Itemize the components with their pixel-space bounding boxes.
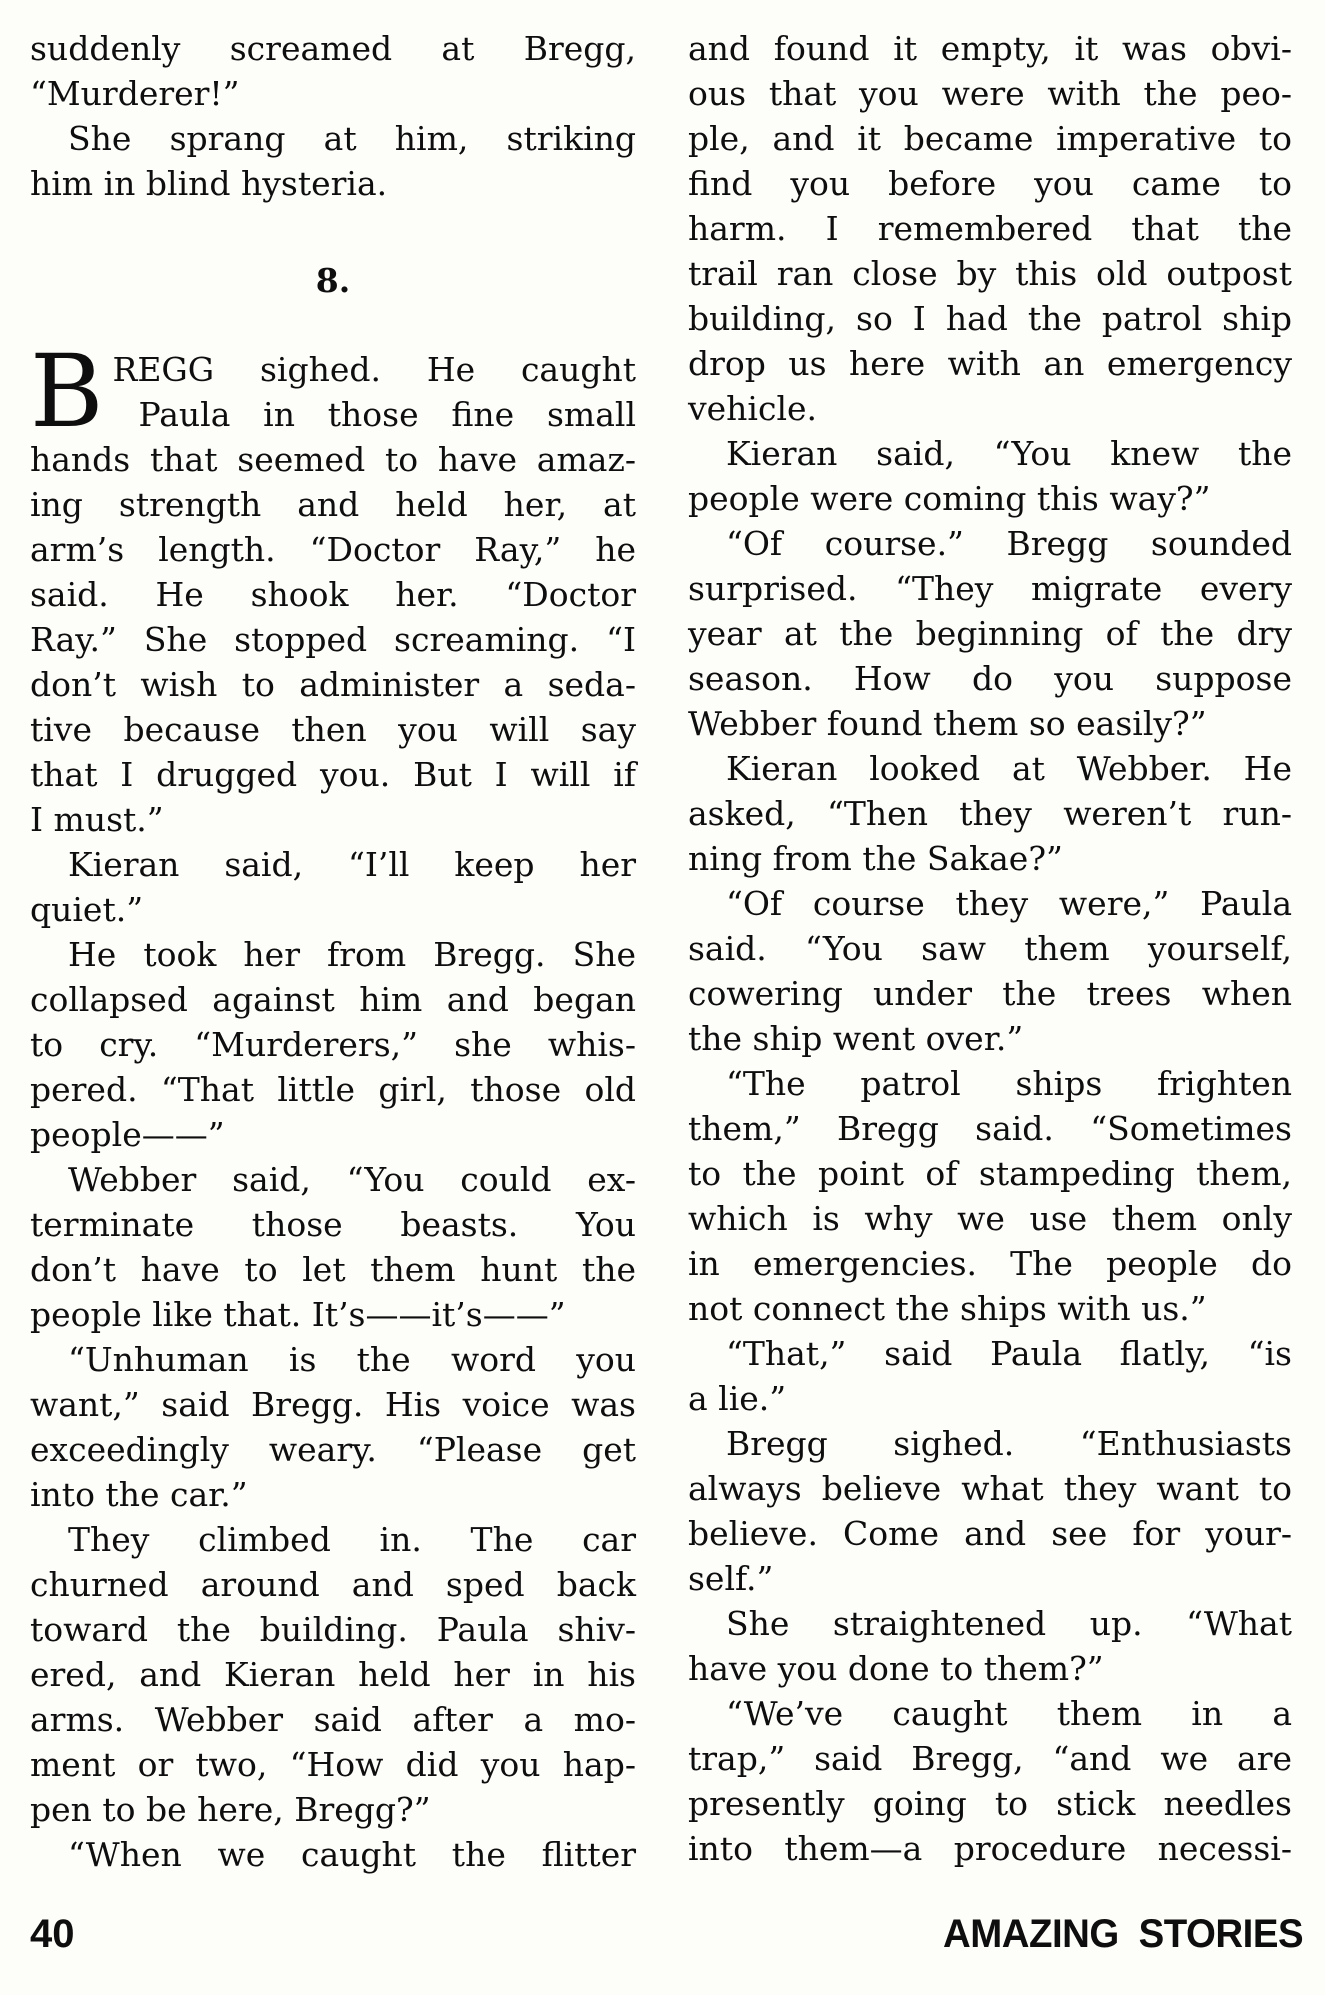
text-line: to cry. “Murderers,” she whis-	[30, 1025, 636, 1064]
text-line: “Murderer!”	[30, 74, 240, 113]
paragraph	[30, 1832, 636, 1877]
text-line: Kieran looked at Webber. He	[726, 749, 1292, 788]
paragraph	[688, 1691, 1292, 1871]
text-line: surprised. “They migrate every	[688, 569, 1292, 608]
paragraph	[688, 1061, 1292, 1331]
text-line: Bregg sighed. “Enthusiasts	[726, 1424, 1292, 1463]
text-line: churned around and sped back	[30, 1565, 636, 1604]
text-line: exceedingly weary. “Please get	[30, 1430, 636, 1469]
text-line: into them—a procedure necessi-	[688, 1829, 1292, 1868]
text-line: vehicle.	[688, 389, 818, 428]
paragraph	[30, 1157, 636, 1337]
text-line: ous that you were with the peo-	[688, 74, 1292, 113]
text-line: Webber said, “You could ex-	[68, 1160, 636, 1199]
text-line: pen to be here, Bregg?”	[30, 1790, 431, 1829]
text-line: Kieran said, “You knew the	[726, 434, 1292, 473]
text-line: “That,” said Paula flatly, “is	[726, 1334, 1292, 1373]
text-line: “Unhuman is the word you	[68, 1340, 636, 1379]
text-line: REGG sighed. He caught	[112, 350, 636, 389]
text-line: harm. I remembered that the	[688, 209, 1292, 248]
page-number: 40	[30, 1912, 75, 1956]
text-line: They climbed in. The car	[68, 1520, 636, 1559]
text-line: self.”	[688, 1559, 774, 1598]
text-line: said. He shook her. “Doctor	[30, 575, 636, 614]
paragraph	[30, 26, 636, 116]
text-line: I must.”	[30, 800, 164, 839]
paragraph	[30, 1337, 636, 1517]
text-line: which is why we use them only	[688, 1199, 1292, 1238]
text-line: people like that. It’s——it’s——”	[30, 1295, 566, 1334]
text-line: want,” said Bregg. His voice was	[30, 1385, 636, 1424]
left-column	[30, 26, 636, 1877]
text-line: tive because then you will say	[30, 710, 636, 749]
drop-cap: B	[30, 333, 104, 450]
text-line: drop us here with an emergency	[688, 344, 1292, 383]
text-line: that I drugged you. But I will if	[30, 755, 636, 794]
paragraph	[688, 1421, 1292, 1601]
text-line: ple, and it became imperative to	[688, 119, 1292, 158]
text-line: Webber found them so easily?”	[688, 704, 1207, 743]
text-line: said. “You saw them yourself,	[688, 929, 1292, 968]
paragraph	[688, 521, 1292, 746]
text-line: trap,” said Bregg, “and we are	[688, 1739, 1292, 1778]
text-line: Kieran said, “I’ll keep her	[68, 845, 636, 884]
text-line: pered. “That little girl, those old	[30, 1070, 636, 1109]
text-line: He took her from Bregg. She	[68, 935, 636, 974]
text-line: year at the beginning of the dry	[688, 614, 1292, 653]
paragraph	[30, 1517, 636, 1832]
text-line: asked, “Then they weren’t run-	[688, 794, 1292, 833]
text-line: ered, and Kieran held her in his	[30, 1655, 636, 1694]
paragraph	[30, 932, 636, 1157]
text-line: Ray.” She stopped screaming. “I	[30, 620, 636, 659]
page-footer	[30, 1912, 1303, 1957]
text-line: toward the building. Paula shiv-	[30, 1610, 636, 1649]
text-line: hands that seemed to have amaz-	[30, 440, 636, 479]
text-line: people were coming this way?”	[688, 479, 1211, 518]
text-line: them,” Bregg said. “Sometimes	[688, 1109, 1292, 1148]
text-line: arm’s length. “Doctor Ray,” he	[30, 530, 636, 569]
text-line: the ship went over.”	[688, 1019, 1024, 1058]
right-column	[688, 26, 1292, 1871]
text-line: don’t have to let them hunt the	[30, 1250, 636, 1289]
text-line: She straightened up. “What	[726, 1604, 1292, 1643]
paragraph	[688, 1331, 1292, 1421]
text-line: quiet.”	[30, 890, 144, 929]
paragraph	[688, 1601, 1292, 1691]
text-line: terminate those beasts. You	[30, 1205, 636, 1244]
text-line: don’t wish to administer a seda-	[30, 665, 636, 704]
text-line: in emergencies. The people do	[688, 1244, 1292, 1283]
text-line: “When we caught the flitter	[68, 1835, 636, 1874]
paragraph	[688, 746, 1292, 881]
text-line: always believe what they want to	[688, 1469, 1292, 1508]
text-line: a lie.”	[688, 1379, 787, 1418]
text-line: people——”	[30, 1115, 225, 1154]
paragraph	[688, 431, 1292, 521]
text-line: ing strength and held her, at	[30, 485, 636, 524]
text-line: not connect the ships with us.”	[688, 1289, 1207, 1328]
text-line: Paula in those fine small	[138, 395, 636, 434]
paragraph	[30, 842, 636, 932]
magazine-title: AMAZING STORIES	[942, 1912, 1303, 1956]
text-line: ning from the Sakae?”	[688, 839, 1063, 878]
text-line: trail ran close by this old outpost	[688, 254, 1292, 293]
text-line: ment or two, “How did you hap-	[30, 1745, 636, 1784]
section-number: 8.	[315, 261, 351, 300]
text-line: She sprang at him, striking	[68, 119, 636, 158]
text-line: find you before you came to	[688, 164, 1292, 203]
text-line: to the point of stampeding them,	[688, 1154, 1292, 1193]
text-line: “Of course they were,” Paula	[726, 884, 1292, 923]
paragraph	[30, 116, 636, 206]
text-line: and found it empty, it was obvi-	[688, 29, 1292, 68]
paragraph	[688, 881, 1292, 1061]
paragraph	[688, 26, 1292, 431]
paragraph	[30, 333, 636, 842]
text-line: believe. Come and see for your-	[688, 1514, 1292, 1553]
text-line: building, so I had the patrol ship	[688, 299, 1292, 338]
text-line: into the car.”	[30, 1475, 248, 1514]
text-line: cowering under the trees when	[688, 974, 1292, 1013]
text-line: “The patrol ships frighten	[726, 1064, 1292, 1103]
text-line: suddenly screamed at Bregg,	[30, 29, 636, 68]
text-line: collapsed against him and began	[30, 980, 636, 1019]
text-line: him in blind hysteria.	[30, 164, 388, 203]
text-line: “Of course.” Bregg sounded	[726, 524, 1292, 563]
text-line: season. How do you suppose	[688, 659, 1292, 698]
text-line: presently going to stick needles	[688, 1784, 1292, 1823]
text-line: arms. Webber said after a mo-	[30, 1700, 636, 1739]
text-line: have you done to them?”	[688, 1649, 1104, 1688]
text-line: “We’ve caught them in a	[726, 1694, 1292, 1733]
